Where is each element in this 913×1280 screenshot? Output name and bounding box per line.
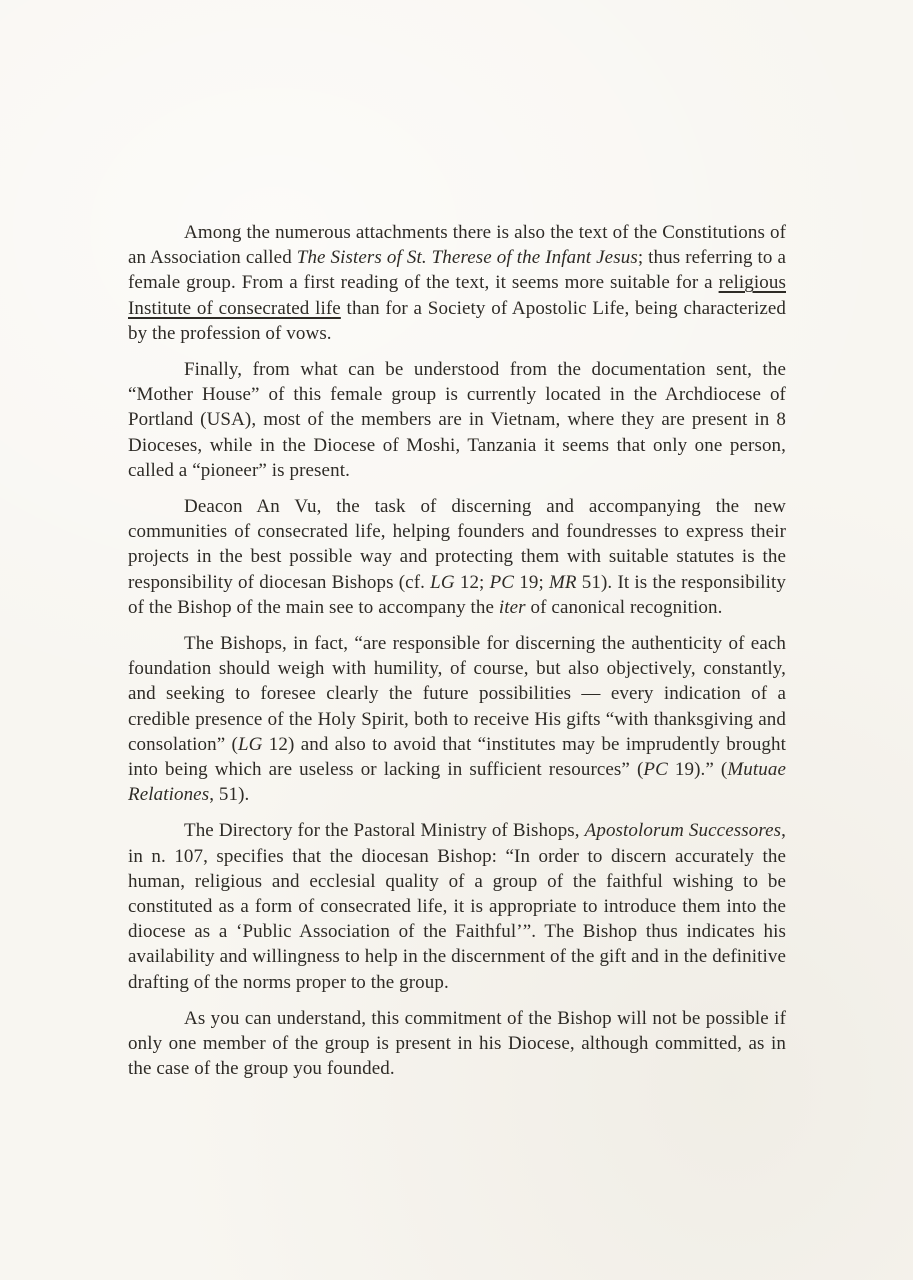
italic-phrase: LG [430,571,455,593]
text-run: 51). It is the responsibility of the Bishop of the main see to accompany the [128,571,786,618]
text-run: 19).” ( [667,759,728,781]
paragraph [128,494,786,620]
text-run: , 51). [209,784,250,806]
italic-phrase: Apostolorum Successores [584,820,782,842]
text-run: Among the numerous attachments there is also the text of the Constitutions of an Association called [128,222,786,269]
italic-phrase: iter [498,596,526,618]
paragraph [128,357,786,483]
text-run: The Bishops, in fact, “are responsible for discerning the authenticity of each foundation should weigh with humility, of course, but also objectively, constantly, and seeking to foresee clearly the future possibilities — every indication of a credible presence of the Holy Spirit, both to receive His gifts “with thanksgiving and consolation” ( [128,633,786,755]
underlined-phrase: religious Institute of consecrated life [128,272,786,319]
paragraph [128,1006,786,1082]
italic-phrase: Mutuae Relationes [128,759,786,806]
italic-phrase: LG [237,733,263,755]
letter-body [128,220,786,1082]
text-run: ; thus referring to a female group. From a first reading of the text, it seems more suitable for a [128,247,787,294]
italic-phrase: MR [549,571,577,593]
italic-phrase: PC [643,759,668,781]
italic-phrase: The Sisters of St. Therese of the Infant Jesus [296,247,638,269]
text-run: , in n. 107, specifies that the diocesan Bishop: “In order to discern accurately the human, religious and ecclesial quality of a group of the faithful wishing to be constituted as a form of consecrated life, it is appropriate to introduce them into the diocese as a ‘Public Association of the Faithful’”. The Bishop thus indicates his availability and willingness to help in the discernment of the gift and in the definitive drafting of the norms proper to the group. [128,820,786,993]
text-run: Finally, from what can be understood from the documentation sent, the “Mother House” of this female group is currently located in the Archdiocese of Portland (USA), most of the members are in Vietnam, where they are present in 8 Dioceses, while in the Diocese of Moshi, Tanzania it seems that only one person, called a “pioneer” is present. [128,359,786,481]
text-run: of canonical recognition. [525,596,723,618]
text-run: than for a Society of Apostolic Life, being characterized by the profession of vows. [128,297,787,344]
text-run: As you can understand, this commitment of the Bishop will not be possible if only one member of the group is present in his Diocese, although committed, as in the case of the group you founded. [128,1007,786,1080]
paragraph [128,631,786,807]
text-run: The Directory for the Pastoral Ministry of Bishops, [184,820,585,842]
paragraph [128,818,786,994]
text-run: 19; [514,571,549,593]
italic-phrase: PC [489,571,515,593]
paragraph [128,220,786,346]
text-run: 12; [454,571,490,593]
text-run: 12) and also to avoid that “institutes may be imprudently brought into being which are useless or lacking in sufficient resources” ( [128,733,786,781]
text-run: Deacon An Vu, the task of discerning and accompanying the new communities of consecrated life, helping founders and foundresses to express their projects in the best possible way and protecting them with suitable statutes is the responsibility of diocesan Bishops (cf. [128,496,786,593]
